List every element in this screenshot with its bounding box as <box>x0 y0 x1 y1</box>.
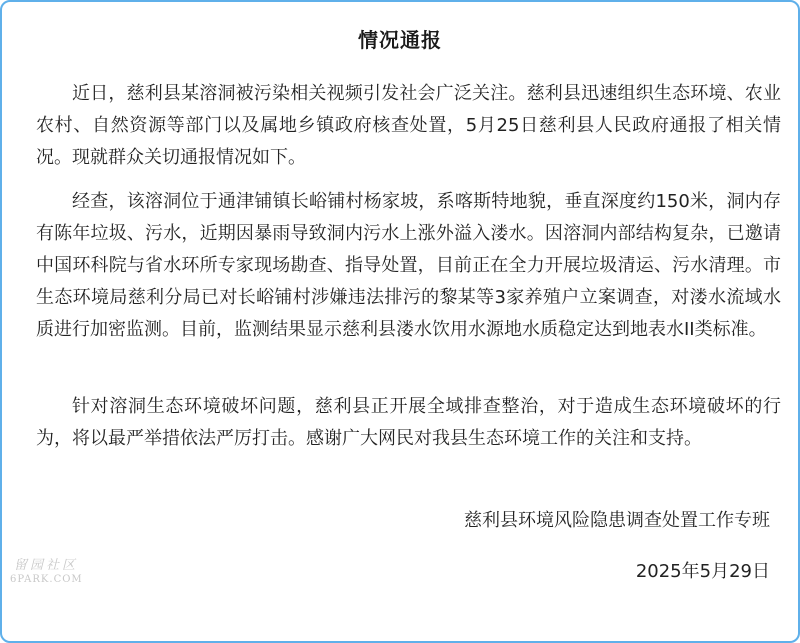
paragraph-1: 近日，慈利县某溶洞被污染相关视频引发社会广泛关注。慈利县迅速组织生态环境、农业农村、自然资源等部门以及属地乡镇政府核查处置，5月25日慈利县人民政府通报了相关情况。现就群众关切通报情况如下。 <box>36 83 781 168</box>
watermark-text-cn: 留园社区 <box>13 558 78 573</box>
issuer-signature: 慈利县环境风险隐患调查处置工作专班 <box>464 510 770 531</box>
issue-date: 2025年5月29日 <box>635 561 770 582</box>
paragraph-3: 针对溶洞生态环境破坏问题，慈利县正开展全域排查整治，对于造成生态环境破坏的行为，将以最严举措依法严厉打击。感谢广大网民对我县生态环境工作的关注和支持。 <box>36 396 781 449</box>
watermark-text-en: 6PARK.COM <box>10 574 83 585</box>
notice-title: 情况通报 <box>358 28 442 52</box>
watermark-logo <box>10 558 82 586</box>
paragraph-2: 经查，该溶洞位于通津铺镇长峪铺村杨家坡，系喀斯特地貌，垂直深度约150米，洞内存有陈年垃圾、污水，近期因暴雨导致洞内污水上涨外溢入溇水。因溶洞内部结构复杂，已邀请中国环科院与省水环所专家现场勘查、指导处置，目前正在全力开展垃圾清运、污水清理。市生态环境局慈利分局已对长峪铺村涉嫌违法排污的黎某等3家养殖户立案调查，对溇水流域水质进行加密监测。目前，监测结果显示慈利县溇水饮用水源地水质稳定达到地表水II类标准。 <box>36 191 781 340</box>
